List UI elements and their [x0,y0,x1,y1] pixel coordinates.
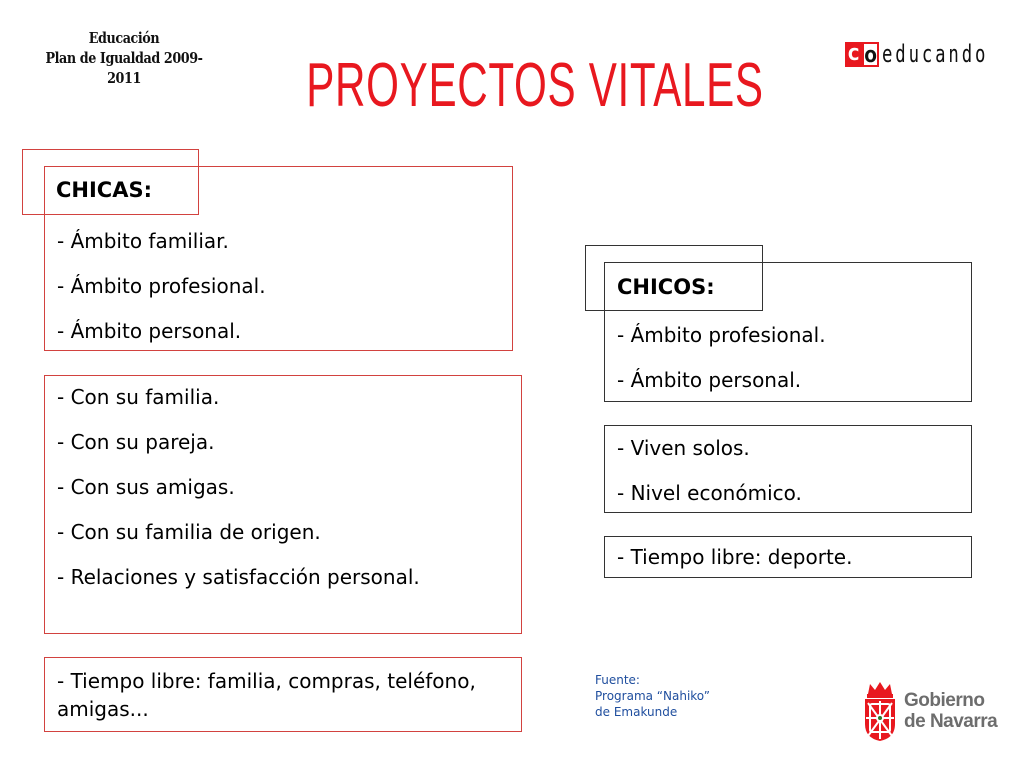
navarra-coat-of-arms-icon [862,680,898,742]
chicas-ambito-item: - Ámbito familiar. [57,229,229,253]
chicos-tiempo-box [604,536,972,578]
chicos-vida-box [604,425,972,513]
source-label: Fuente: [595,673,640,687]
gobierno-text [904,690,997,732]
chicas-relacion-item: - Relaciones y satisfacción personal. [57,565,420,589]
chicos-vida-item: - Nivel económico. [617,481,802,505]
chicas-relacion-item: - Con sus amigas. [57,475,235,499]
gobierno-line2: de Navarra [904,711,998,732]
page-title: PROYECTOS VITALES [306,51,764,120]
coeducando-logo [845,38,1024,70]
logo-wordmark: educando [882,40,989,68]
chicas-ambito-item: - Ámbito personal. [57,319,242,343]
gobierno-navarra-logo [862,680,997,742]
department-label: Educación [88,29,160,47]
chicos-vida-item: - Viven solos. [617,436,750,460]
logo-letter-o: o [864,42,878,68]
chicas-relacion-item: - Con su familia. [57,385,220,409]
source-org: de Emakunde [595,705,678,719]
chicas-heading: CHICAS: [56,178,152,202]
logo-letter-c: c [846,40,861,66]
chicas-tiempo-box [44,657,522,732]
chicas-tiempo-item: - Tiempo libre: familia, compras, teléfono, amigas... [57,669,476,721]
chicas-relacion-item: - Con su pareja. [57,430,215,454]
source-note [595,672,710,720]
chicos-ambito-item: - Ámbito profesional. [617,323,826,347]
chicas-ambito-item: - Ámbito profesional. [57,274,266,298]
chicos-tiempo-item: - Tiempo libre: deporte. [617,545,853,569]
gobierno-line1: Gobierno [904,690,985,711]
chicas-relacion-item: - Con su familia de origen. [57,520,321,544]
plan-label: Plan de Igualdad 2009-2011 [45,49,203,87]
chicos-ambito-item: - Ámbito personal. [617,368,802,392]
source-program: Programa “Nahiko” [595,689,710,703]
chicos-heading: CHICOS: [617,275,715,299]
chicas-relaciones-box [44,375,522,634]
